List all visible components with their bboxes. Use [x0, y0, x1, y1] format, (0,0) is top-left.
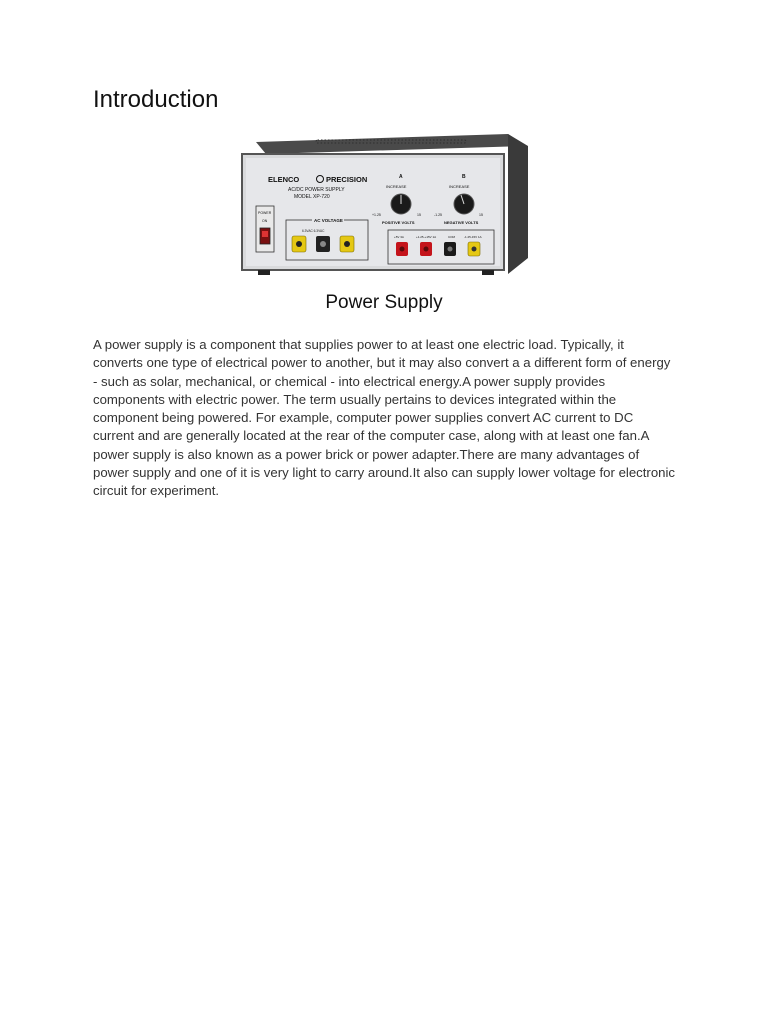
knob-a-min: +1.25 [372, 213, 381, 217]
model-title-1: AC/DC POWER SUPPLY [288, 187, 345, 193]
knob-a-letter: A [399, 174, 403, 180]
dc-label-1: +5V 3A [394, 235, 404, 239]
knob-b-arc-label: INCREASE [449, 184, 470, 189]
foot-left [258, 270, 270, 275]
brand-right: PRECISION [326, 175, 368, 184]
knob-a-max: 15 [417, 213, 421, 217]
knob-b-label: NEGATIVE VOLTS [444, 220, 479, 225]
power-label: POWER [258, 211, 272, 215]
knob-a-arc-label: INCREASE [386, 184, 407, 189]
power-on-label: ON [262, 219, 268, 223]
ac-taps-label: 6.3VAC 6.3VAC [302, 229, 325, 233]
case-side [508, 134, 528, 274]
dc-label-2: +1.25-+15V 1A [416, 235, 437, 239]
foot-right [482, 270, 494, 275]
body-paragraph: A power supply is a component that supplies power to at least one electric load. Typically, it converts one type of electrical power to another, but it may also convert a a different form of energy - such as solar, mechanical, or chemical - into electrical energy.A power supply provides components with electric power. The term usually pertains to devices integrated within the component being powered. For example, computer power supplies convert AC current to DC current and are generally located at the rear of the computer case, along with at least one fan.A power supply is also known as a power brick or power adapter.There are many advantages of power supply and one of it is very light to carry around.It also can supply lower voltage for electronic circuit for experiment. [93, 337, 676, 499]
figure-caption: Power Supply [325, 292, 443, 313]
knob-b-max: 15 [479, 213, 483, 217]
knob-b-letter: B [462, 174, 466, 180]
ac-voltage-label: AC VOLTAGE [314, 218, 343, 223]
dc-label-4: -1.25-15V 1A [464, 235, 482, 239]
brand-left: ELENCO [268, 175, 300, 184]
model-title-2: MODEL XP-720 [294, 194, 330, 200]
page-title: Introduction [93, 86, 219, 113]
case-top [256, 134, 526, 154]
knob-a-label: POSITIVE VOLTS [382, 220, 415, 225]
knob-b-min: -1.25 [434, 213, 442, 217]
dc-label-3: COM [448, 235, 455, 239]
power-supply-photo [236, 128, 532, 278]
